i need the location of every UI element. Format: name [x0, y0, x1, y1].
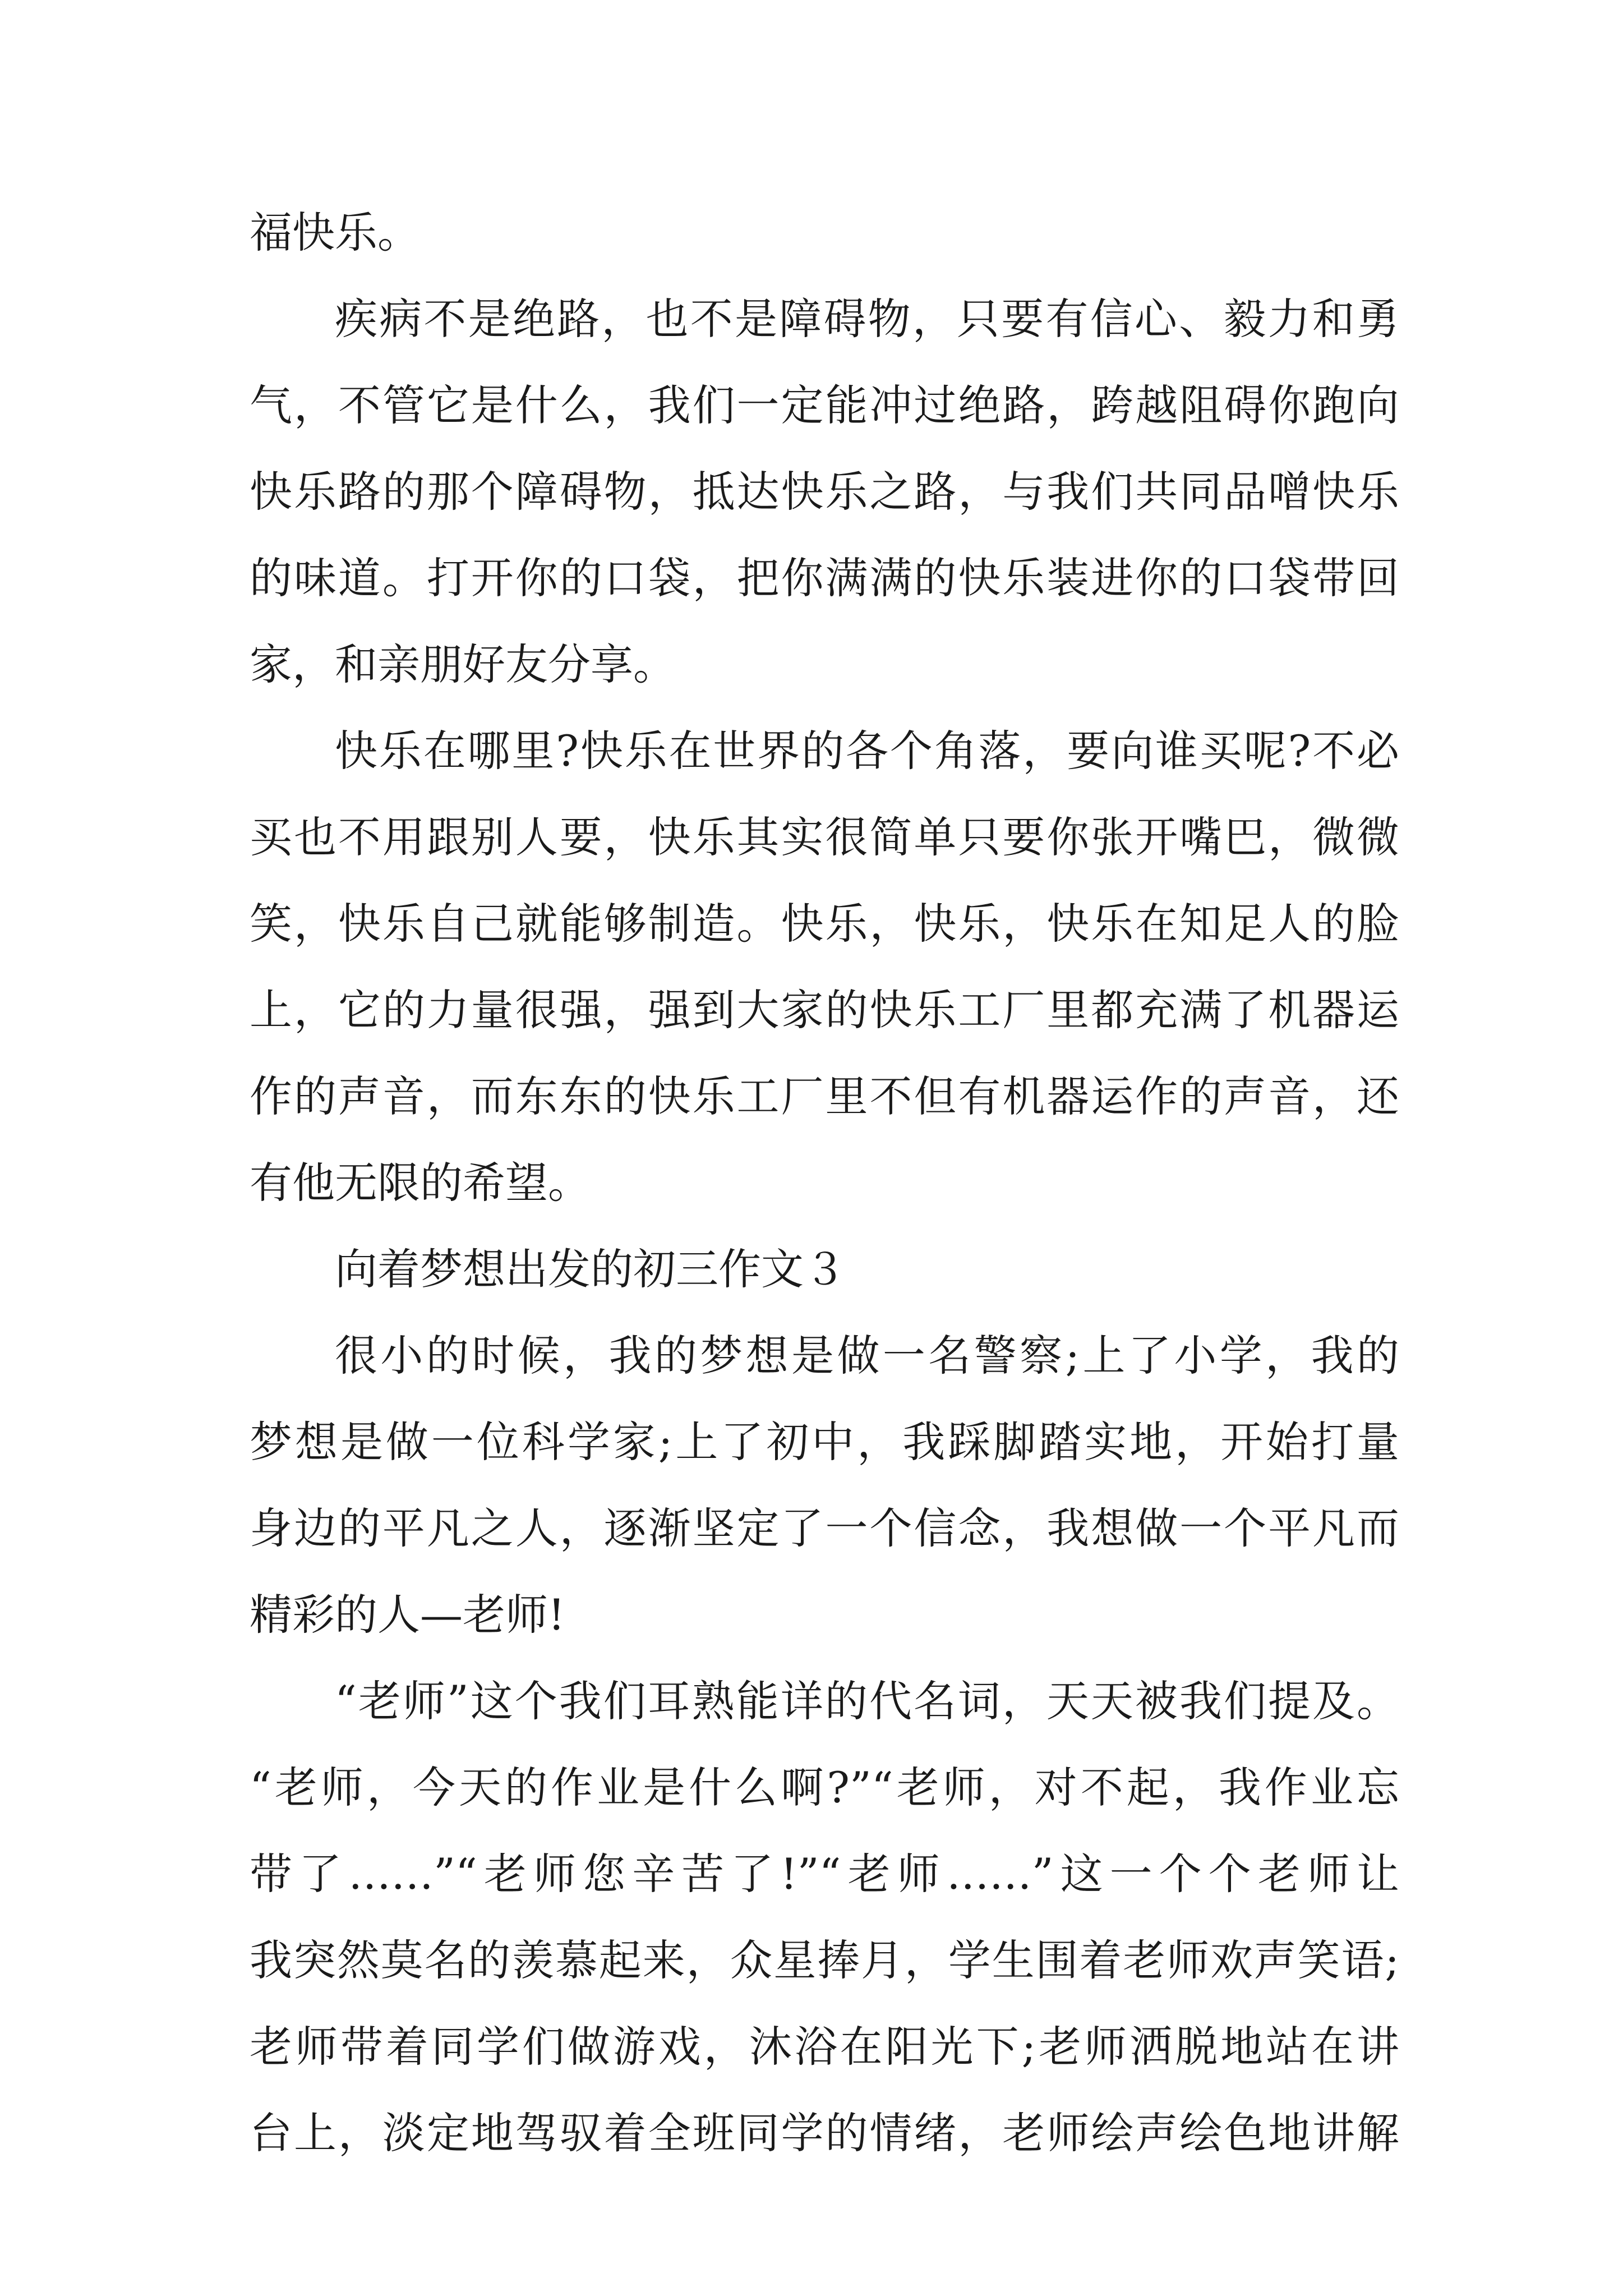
- text-line: 买也不用跟别人要，快乐其实很简单只要你张开嘴巴，微微: [250, 812, 1399, 862]
- paragraph-first-line: “老师”这个我们耳熟能详的代名词，天天被我们提及。: [335, 1676, 1399, 1726]
- paragraph-first-line: 快乐在哪里?快乐在世界的各个角落，要向谁买呢?不必: [335, 726, 1399, 776]
- text-line: “老师，今天的作业是什么啊?”“老师，对不起，我作业忘: [250, 1763, 1399, 1812]
- text-line: 家，和亲朋好友分享。: [250, 639, 676, 689]
- text-line: 上，它的力量很强，强到大家的快乐工厂里都充满了机器运: [250, 985, 1399, 1035]
- text-line: 有他无限的希望。: [250, 1158, 591, 1208]
- paragraph-first-line: 很小的时候，我的梦想是做一名警察;上了小学，我的: [335, 1331, 1399, 1381]
- text-line: 梦想是做一位科学家;上了初中，我踩脚踏实地，开始打量: [250, 1417, 1399, 1467]
- text-line: 我突然莫名的羡慕起来，众星捧月，学生围着老师欢声笑语;: [250, 1935, 1399, 1985]
- text-line: 身边的平凡之人，逐渐坚定了一个信念，我想做一个平凡而: [250, 1503, 1399, 1553]
- text-line: 的味道。打开你的口袋，把你满满的快乐装进你的口袋带回: [250, 553, 1399, 603]
- text-line: 作的声音，而东东的快乐工厂里不但有机器运作的声音，还: [250, 1071, 1399, 1121]
- text-line: 笑，快乐自己就能够制造。快乐，快乐，快乐在知足人的脸: [250, 899, 1399, 949]
- text-line: 精彩的人—老师!: [250, 1590, 565, 1640]
- section-heading: 向着梦想出发的初三作文３: [335, 1244, 846, 1294]
- text-line: 台上，淡定地驾驭着全班同学的情绪，老师绘声绘色地讲解: [250, 2108, 1399, 2158]
- text-line: 快乐路的那个障碍物，抵达快乐之路，与我们共同品噌快乐: [250, 467, 1399, 517]
- paragraph-first-line: 疾病不是绝路，也不是障碍物，只要有信心、毅力和勇: [335, 294, 1399, 344]
- text-line: 福快乐。: [250, 208, 420, 257]
- text-line: 气，不管它是什么，我们一定能冲过绝路，跨越阻碍你跑向: [250, 380, 1399, 430]
- text-line: 带了……”“老师您辛苦了!”“老师……”这一个个老师让: [250, 1849, 1399, 1899]
- text-line: 老师带着同学们做游戏，沐浴在阳光下;老师洒脱地站在讲: [250, 2022, 1399, 2072]
